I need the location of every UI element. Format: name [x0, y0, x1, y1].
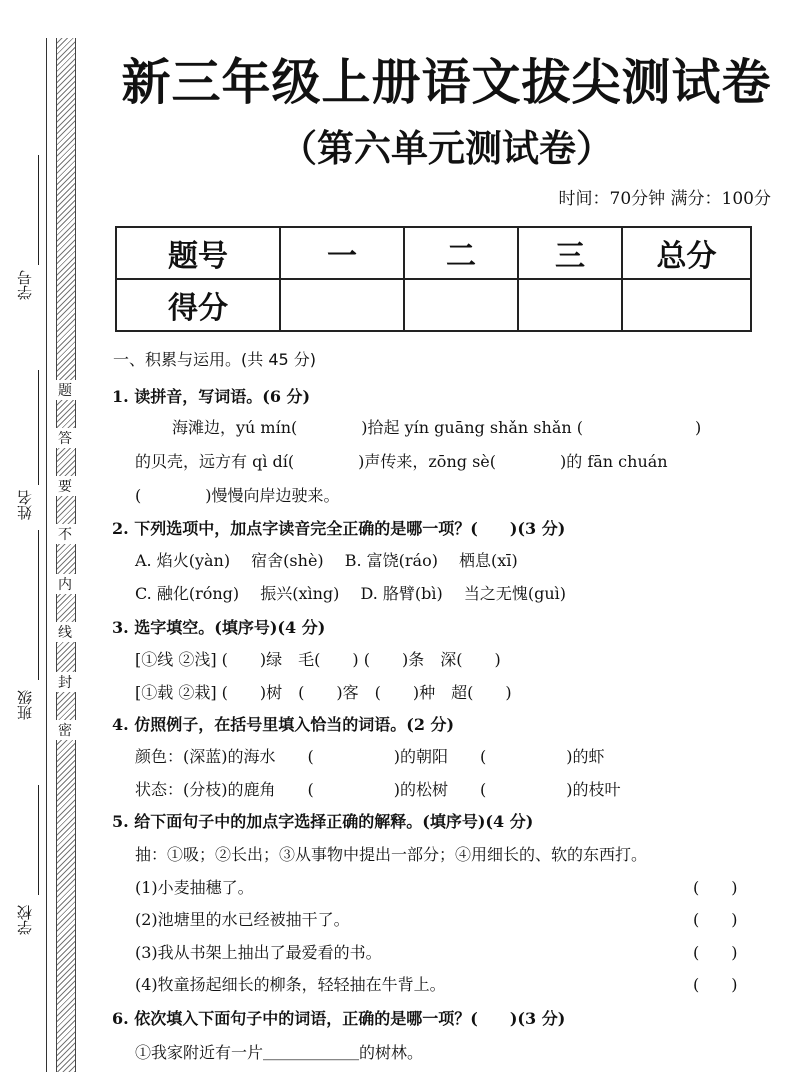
- score-header-cell: 二: [404, 227, 518, 279]
- question-line: 的贝壳，远方有 qì dí( )声传来，zōng sè( )的 fān chuán: [135, 452, 668, 471]
- answer-paren[interactable]: ( ): [693, 878, 738, 897]
- question-2: 2. 下列选项中，加点字读音完全正确的是哪一项？( )(3 分): [112, 519, 566, 538]
- field-underline: [38, 370, 39, 485]
- score-cell[interactable]: [404, 279, 518, 331]
- score-header-cell: 一: [280, 227, 404, 279]
- question-line: ①我家附近有一片＿＿＿＿＿＿的树林。: [135, 1043, 424, 1062]
- sub-question: (2)池塘里的水已经被抽干了。: [135, 910, 350, 929]
- warning-char: 题: [54, 380, 76, 400]
- field-underline: [38, 530, 39, 680]
- field-school: 学校: [14, 905, 40, 935]
- score-header-cell: 总分: [622, 227, 751, 279]
- exam-meta: 时间：70分钟 满分：100分: [558, 189, 771, 209]
- warning-char: 内: [54, 574, 76, 594]
- binding-margin: [0, 0, 100, 1072]
- sub-question: (4)牧童扬起细长的柳条，轻轻抽在牛背上。: [135, 975, 446, 994]
- question-4: 4. 仿照例子，在括号里填入恰当的词语。(2 分): [112, 715, 455, 734]
- score-header-cell: 题号: [116, 227, 280, 279]
- field-underline: [38, 155, 39, 265]
- field-underline: [38, 785, 39, 895]
- score-row-label: 得分: [116, 279, 280, 331]
- section-heading: 一、积累与运用。(共 45 分): [113, 350, 317, 369]
- warning-char: 线: [54, 622, 76, 642]
- answer-paren[interactable]: ( ): [693, 975, 738, 994]
- score-header-cell: 三: [518, 227, 622, 279]
- score-value-row: [116, 279, 751, 331]
- page-title: 新三年级上册语文拔尖测试卷: [121, 53, 772, 111]
- warning-char: 答: [54, 428, 76, 448]
- warning-char: 封: [54, 672, 76, 692]
- warning-char: 要: [54, 476, 76, 496]
- option-line: A. 焰火(yàn) 宿舍(shè) B. 富饶(ráo) 栖息(xī): [135, 551, 518, 570]
- question-line: [①线 ②浅] ( )绿 毛( ) ( )条 深( ): [135, 650, 501, 669]
- question-line: 海滩边，yú mín( )拾起 yín guāng shǎn shǎn ( ): [172, 418, 702, 437]
- sub-question: (1)小麦抽穗了。: [135, 878, 254, 897]
- answer-paren[interactable]: ( ): [693, 943, 738, 962]
- field-class: 班级: [14, 690, 40, 720]
- score-header-row: [116, 227, 751, 279]
- option-line: C. 融化(róng) 振兴(xìng) D. 胳臂(bì) 当之无愧(guì): [135, 584, 567, 603]
- sub-question: (3)我从书架上抽出了最爱看的书。: [135, 943, 382, 962]
- score-cell[interactable]: [280, 279, 404, 331]
- field-student-id: 学号: [14, 270, 40, 300]
- page-subtitle: （第六单元测试卷）: [280, 126, 613, 170]
- binding-hatch: [56, 38, 76, 1072]
- question-3: 3. 选字填空。(填序号)(4 分): [112, 618, 326, 637]
- score-cell[interactable]: [518, 279, 622, 331]
- question-5: 5. 给下面句子中的加点字选择正确的解释。(填序号)(4 分): [112, 812, 534, 831]
- question-1: 1. 读拼音，写词语。(6 分): [112, 387, 311, 406]
- question-line: 状态：(分枝)的鹿角 ( )的松树 ( )的枝叶: [135, 780, 621, 799]
- question-line: 抽：①吸；②长出；③从事物中提出一部分；④用细长的、软的东西打。: [135, 845, 648, 864]
- answer-paren[interactable]: ( ): [693, 910, 738, 929]
- field-name: 姓名: [14, 490, 40, 520]
- question-line: [①载 ②栽] ( )树 ( )客 ( )种 超( ): [135, 683, 512, 702]
- score-cell[interactable]: [622, 279, 751, 331]
- binding-line: [46, 38, 47, 1072]
- warning-char: 不: [54, 524, 76, 544]
- question-line: 颜色：(深蓝)的海水 ( )的朝阳 ( )的虾: [135, 747, 605, 766]
- question-6: 6. 依次填入下面句子中的词语，正确的是哪一项？( )(3 分): [112, 1009, 566, 1028]
- question-line: ( )慢慢向岸边驶来。: [135, 486, 340, 505]
- warning-char: 密: [54, 720, 76, 740]
- score-table: [115, 226, 752, 332]
